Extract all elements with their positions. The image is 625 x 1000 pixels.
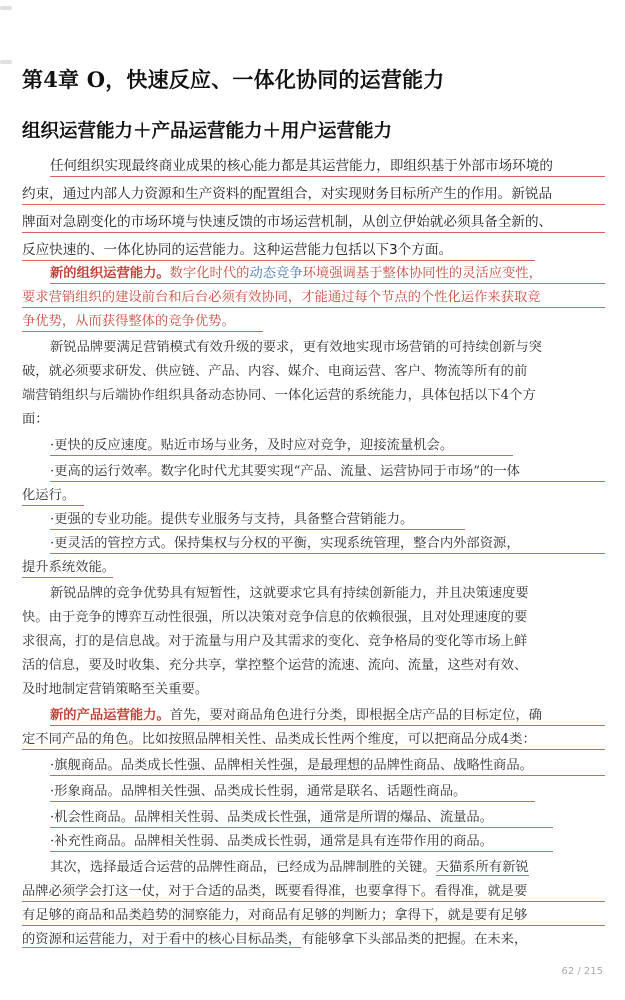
final-text-4a: 的资源和运营能力，对于看中的核心目标品类， [22,932,302,947]
compete-line-1: 新锐品牌的竞争优势具有短暂性，这就要求它具有持续创新能力，并且决策速度要 [50,586,529,601]
section-title: 组织运营能力＋产品运营能力＋用户运营能力 [22,121,393,142]
compete-line-2: 快。由于竞争的博弈互动性很强，所以决策对竞争信息的依赖很强，且对处理速度的要 [22,610,528,625]
product-line-1 [50,704,605,723]
product-line-2: 定不同产品的角色。比如按照品牌相关性、品类成长性两个维度，可以把商品分成4类： [22,728,605,747]
org-bullet-3: ·更强的专业功能。提供专业服务与支持，具备整合营销能力。 [50,508,465,527]
final-text-1a: 其次，选择最适合运营的品牌性商品，已经成为品牌制胜的关键。 [50,860,436,875]
org-text-1b: 动态竞争 [249,266,303,281]
org-line-2: 要求营销组织的建设前台和后台必须有效协同，才能通过每个节点的个性化运作来获取竞 [22,286,605,305]
org-heading: 新的组织运营能力。 [50,266,170,281]
org-text-1c: 环境强调基于整体协同性的灵活应变性， [302,266,542,281]
product-heading: 新的产品运营能力。 [50,708,170,723]
intro-line-3: 牌面对急剧变化的市场环境与快速反馈的市场运营机制，从创立伊始就必须具备全新的、 [22,210,605,230]
product-bullet-3: ·机会性商品。品牌相关性弱、品类成长性强，通常是所谓的爆品、流量品。 [50,806,553,825]
side-tab-mid [0,60,12,64]
compete-line-3: 求很高，打的是信息战。对于流量与用户及其需求的变化、竞争格局的变化等市场上鲜 [22,634,528,649]
intro-line-2: 约束，通过内部人力资源和生产资料的配置组合，对实现财务目标所产生的作用。新锐品 [22,182,605,202]
org-bullet-2-cont: 化运行。 [22,484,84,503]
intro-line-4: 反应快速的、一体化协同的运营能力。这种运营能力包括以下3个方面。 [22,238,535,258]
final-text-4b: 有能够拿下头部品类的把握。在未来， [301,932,528,947]
chapter-title: 第4章 O，快速反应、一体化协同的运营能力 [22,67,445,92]
product-bullet-2: ·形象商品。品牌相关性强、品类成长性弱，通常是联名、话题性商品。 [50,780,535,799]
final-line-3: 有足够的商品和品类趋势的洞察能力，对商品有足够的判断力；拿得下，就是要有足够 [22,904,605,923]
product-text-1: 首先，要对商品角色进行分类，即根据全店产品的目标定位，确 [169,708,542,723]
product-bullet-4: ·补充性商品。品牌相关性弱、品类成长性弱，通常是具有连带作用的商品。 [50,830,553,849]
org-bullet-4: ·更灵活的管控方式。保持集权与分权的平衡，实现系统管理，整合内外部资源， [50,532,605,551]
org-para-line-2: 破，就必须要求研发、供应链、产品、内容、媒介、电商运营、客户、物流等所有的前 [22,364,528,379]
org-bullet-1: ·更快的反应速度。贴近市场与业务，及时应对竞争，迎接流量机会。 [50,434,513,453]
product-bullet-1: ·旗舰商品。品类成长性强、品牌相关性强，是最理想的品牌性商品、战略性商品。 [50,754,605,773]
final-line-2: 品牌必须学会打这一仗，对于合适的品类，既要看得准，也要拿得下。看得准，就是要 [22,880,605,899]
org-para-line-4: 面： [22,412,49,427]
org-text-1a: 数字化时代的 [169,266,250,281]
org-para-line-1: 新锐品牌要满足营销模式有效升级的要求，更有效地实现市场营销的可持续创新与突 [50,340,542,355]
org-bullet-4-cont: 提升系统效能。 [22,556,113,575]
intro-line-1: 任何组织实现最终商业成果的核心能力都是其运营能力，即组织基于外部市场环境的 [50,154,605,174]
final-line-4 [22,928,527,947]
org-line-3: 争优势，从而获得整体的竞争优势。 [22,310,263,329]
final-line-1 [50,856,529,875]
compete-line-4: 活的信息，要及时收集、充分共享，掌控整个运营的流速、流向、流量，这些对有效、 [22,658,528,673]
org-bullet-2: ·更高的运行效率。数字化时代尤其要实现“产品、流量、运营协同于市场”的一体 [50,460,605,479]
org-para-line-3: 端营销组织与后端协作组织具备动态协同、一体化运营的系统能力，具体包括以下4个方 [22,388,536,403]
org-line-1 [50,262,605,281]
compete-line-5: 及时地制定营销策略至关重要。 [22,682,209,697]
side-tab-top [0,6,12,10]
final-text-1b: 天猫系所有新锐 [435,860,529,875]
page-number: 62 / 215 [561,966,603,977]
